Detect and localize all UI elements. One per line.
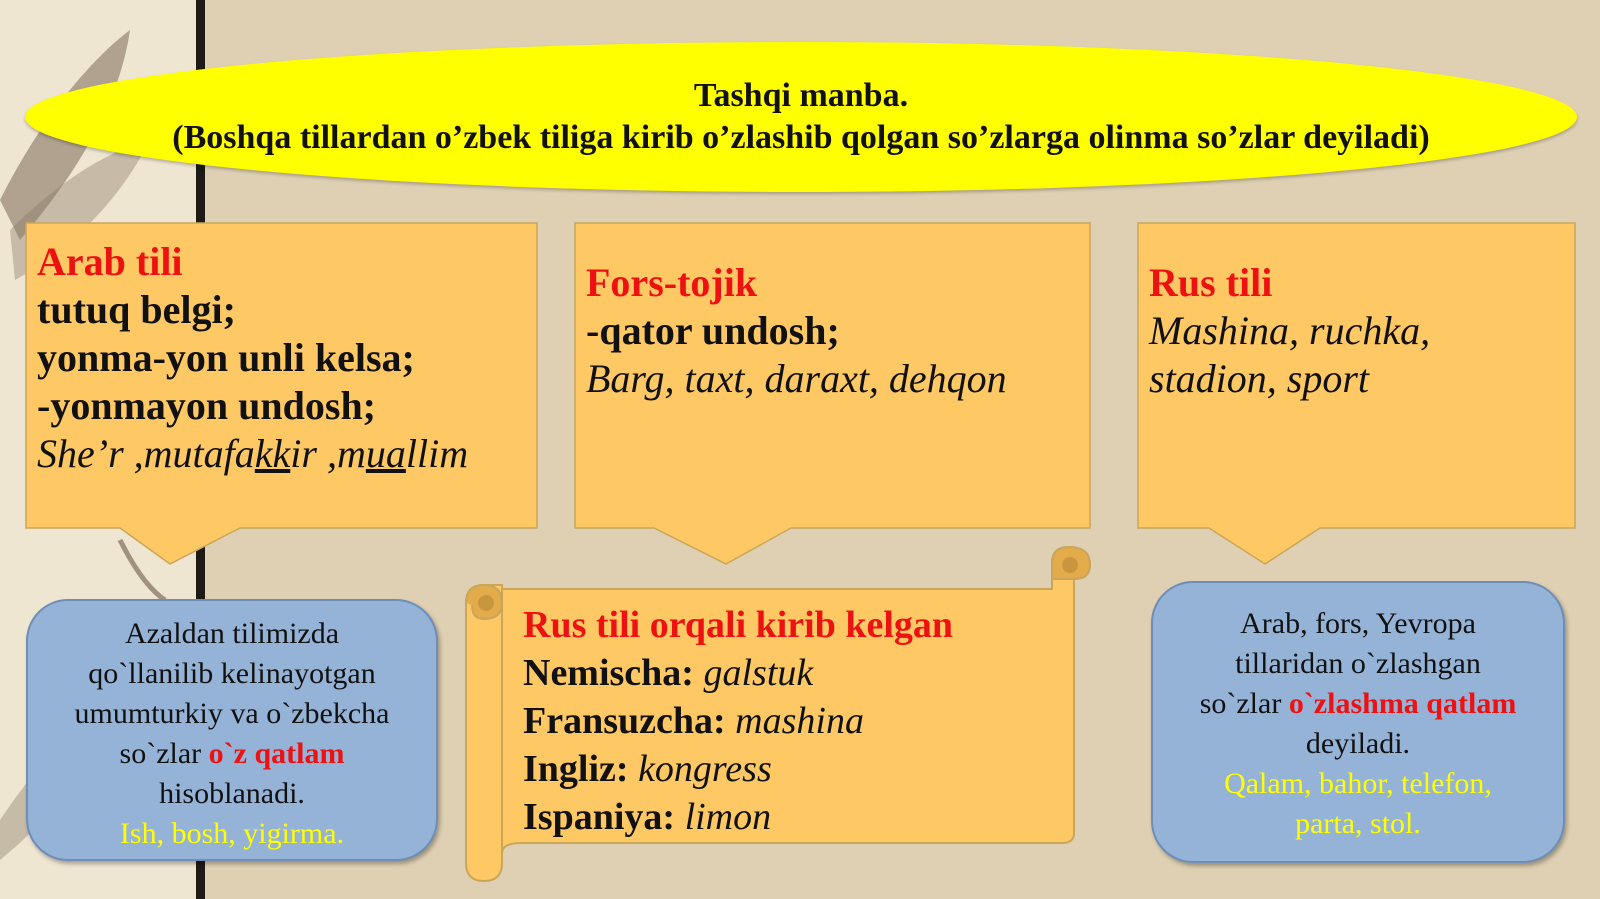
scroll-title: Rus tili orqali kirib kelgan [523, 604, 954, 646]
fors-examples: Barg, taxt, daraxt, dehqon [586, 356, 1007, 401]
arab-rule-1: tutuq belgi; [37, 287, 236, 332]
scroll-rus-orqali [462, 543, 1096, 883]
oz-qatlam-term: o`z qatlam [208, 737, 345, 770]
header-title: Tashqi manba. [693, 76, 909, 114]
arab-title: Arab tili [37, 239, 183, 284]
scroll-row: Nemischa: galstuk [523, 652, 814, 694]
bubble-ozlashma-qatlam: Arab, fors, Yevropa tillaridan o`zlashgan so`zlar o`zlashma qatlam deyiladi. Qalam, bahor, telefon, parta, stol. [1151, 581, 1565, 863]
arab-rule-2: yonma-yon unli kelsa; [37, 335, 415, 380]
arab-rule-3: -yonmayon undosh; [37, 383, 377, 428]
ozlashma-examples-2: parta, stol. [1295, 807, 1421, 840]
arab-examples: She’r ,mutafakkir ,muallim [37, 431, 469, 476]
callout-rus [1137, 222, 1577, 567]
rus-title: Rus tili [1149, 260, 1273, 305]
oz-qatlam-examples: Ish, bosh, yigirma. [119, 817, 345, 850]
fors-rule-1: -qator undosh; [586, 308, 840, 353]
header-subtitle: (Boshqa tillardan o’zbek tiliga kirib o’zlashib qolgan so’zlarga olinma so’zlar deyiladi) [172, 119, 1430, 156]
fors-title: Fors-tojik [586, 260, 758, 305]
bubble-oz-qatlam: Azaldan tilimizda qo`llanilib kelinayotgan umumturkiy va o`zbekcha so`zlar o`z qatlam hisoblanadi. Ish, bosh, yigirma. [26, 599, 438, 861]
rus-examples-2: stadion, sport [1149, 356, 1370, 401]
ozlashma-examples-1: Qalam, bahor, telefon, [1224, 767, 1492, 800]
callout-fors [574, 222, 1092, 567]
rus-examples-1: Mashina, ruchka, [1149, 308, 1431, 353]
header-ellipse [25, 42, 1577, 192]
scroll-row: Ispaniya: limon [523, 796, 772, 838]
ozlashma-qatlam-term: o`zlashma qatlam [1288, 687, 1517, 720]
scroll-row: Fransuzcha: mashina [523, 700, 864, 742]
callout-arab [25, 222, 539, 567]
scroll-row: Ingliz: kongress [523, 748, 772, 790]
